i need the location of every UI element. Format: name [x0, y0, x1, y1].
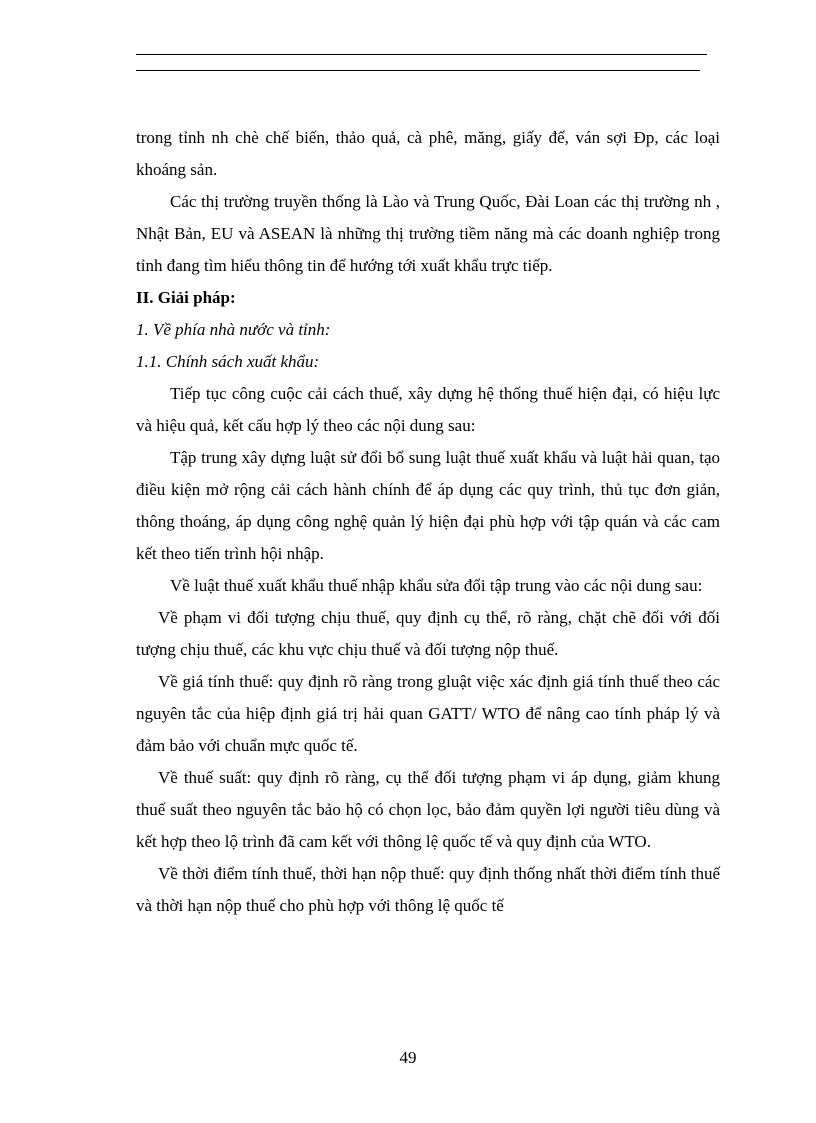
paragraph-export-import-law: Về luật thuế xuất khẩu thuế nhập khẩu sửa đổi tập trung vào các nội dung sau: — [170, 576, 703, 595]
paragraph-tax-subjects: Về phạm vi đối tượng chịu thuế, quy định cụ thể, rõ ràng, chặt chẽ đối với đối tượng chịu thuế, các khu vực chịu thuế và đối tượng nộp thuế. — [136, 608, 720, 659]
paragraph-law-amendment: Tập trung xây dựng luật sử đổi bổ sung luật thuế xuất khẩu và luật hải quan, tạo điều kiện mở rộng cải cách hành chính để áp dụng các quy trình, thủ tục đơn giản, thông thoáng, áp dụng công nghệ quản lý hiện đại phù hợp với tập quán và các cam kết theo tiến trình hội nhập. — [136, 448, 720, 563]
paragraph-tax-timing: Về thời điểm tính thuế, thời hạn nộp thuế: quy định thống nhất thời điểm tính thuế và thời hạn nộp thuế cho phù hợp với thông lệ quốc tế — [136, 864, 720, 915]
document-content — [136, 122, 720, 922]
section-heading-solutions: II. Giải pháp: — [136, 288, 236, 307]
header-rule-bottom — [136, 70, 700, 71]
paragraph-markets: Các thị trường truyền thống là Lào và Trung Quốc, Đài Loan các thị trường nh , Nhật Bản, EU và ASEAN là những thị trường tiềm năng mà các doanh nghiệp trong tỉnh đang tìm hiểu thông tin để hướng tới xuất khẩu trực tiếp. — [136, 192, 720, 275]
page-number: 49 — [399, 1048, 417, 1067]
paragraph-tax-valuation: Về giá tính thuế: quy định rõ ràng trong gluật việc xác định giá tính thuế theo các nguyên tắc của hiệp định giá trị hải quan GATT/ WTO để nâng cao tính pháp lý và đảm bảo với chuẩn mực quốc tế. — [136, 672, 720, 755]
header-rule-top — [136, 54, 707, 55]
paragraph-tax-reform: Tiếp tục công cuộc cải cách thuế, xây dựng hệ thống thuế hiện đại, có hiệu lực và hiệu quả, kết cấu hợp lý theo các nội dung sau: — [136, 384, 720, 435]
subheading-export-policy: 1.1. Chính sách xuất khẩu: — [136, 352, 320, 371]
paragraph-continuation: trong tỉnh nh chè chế biến, thảo quả, cà phê, măng, giấy đế, ván sợi Đp, các loại khoáng sản. — [136, 128, 720, 179]
page-footer — [0, 1048, 816, 1068]
paragraph-tax-rates: Về thuế suất: quy định rõ ràng, cụ thể đối tượng phạm vi áp dụng, giảm khung thuế suất theo nguyên tắc bảo hộ có chọn lọc, bảo đảm quyền lợi người tiêu dùng và kết hợp theo lộ trình đã cam kết với thông lệ quốc tế và quy định của WTO. — [136, 768, 720, 851]
subheading-state-province: 1. Về phía nhà nước và tỉnh: — [136, 320, 331, 339]
